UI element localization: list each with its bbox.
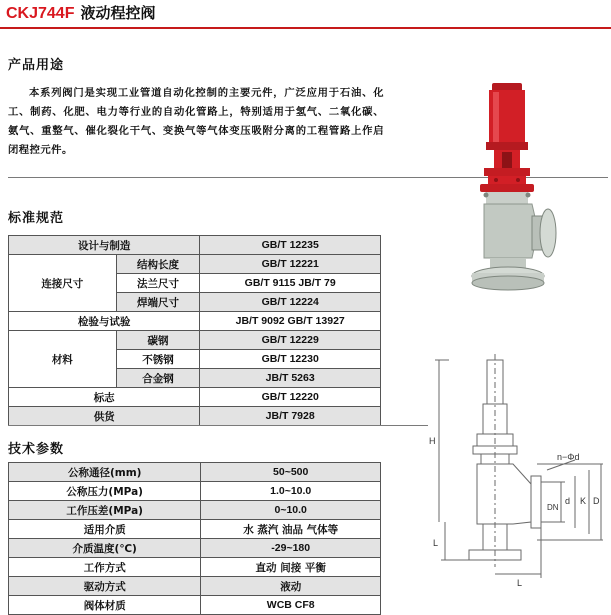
connection-label: 连接尺寸 (9, 255, 117, 312)
page-title (6, 2, 156, 23)
inspection-label: 检验与试验 (9, 312, 200, 331)
connection-sub-value: GB/T 9115 JB/T 79 (200, 274, 381, 293)
marking-label: 标志 (9, 388, 200, 407)
params-section-title: 技术参数 (8, 442, 65, 457)
param-value: 直动 间接 平衡 (201, 558, 381, 577)
table-row (9, 388, 381, 407)
param-label: 阀体材质 (9, 596, 201, 615)
param-value: 液动 (201, 577, 381, 596)
dim-label-h: H (429, 436, 436, 446)
param-label: 驱动方式 (9, 577, 201, 596)
table-row (9, 577, 381, 596)
params-table (8, 462, 381, 615)
connection-sub-value: GB/T 12221 (200, 255, 381, 274)
connection-sub-value: GB/T 12224 (200, 293, 381, 312)
table-row (9, 520, 381, 539)
material-sub-label: 不锈钢 (116, 350, 200, 369)
param-value: 水 蒸汽 油品 气体等 (201, 520, 381, 539)
dim-label-d-big: D (593, 496, 600, 506)
param-value: 50~500 (201, 463, 381, 482)
design-label: 设计与制造 (9, 236, 200, 255)
table-row (9, 596, 381, 615)
param-label: 公称通径(mm) (9, 463, 201, 482)
param-value: 1.0~10.0 (201, 482, 381, 501)
material-sub-label: 碳钢 (116, 331, 200, 350)
table-row (9, 463, 381, 482)
dim-label-n-d: n−Φd (557, 452, 580, 462)
usage-paragraph: 本系列阀门是实现工业管道自动化控制的主要元件，广泛应用于石油、化工、制药、化肥、电力等行业的自动化管路上，特别适用于氢气、二氧化碳、氨气、重整气、催化裂化干气、变换气等气体变压吸附分离的工程管路上作启闭程控元件。 (8, 87, 384, 156)
supply-value: JB/T 7928 (200, 407, 381, 426)
design-value: GB/T 12235 (200, 236, 381, 255)
table-row (9, 255, 381, 274)
connection-sub-label: 焊端尺寸 (116, 293, 200, 312)
material-sub-label: 合金钢 (116, 369, 200, 388)
param-value: -29~180 (201, 539, 381, 558)
dim-label-l: L (433, 538, 439, 548)
dim-label-l-bottom: L (517, 578, 523, 588)
standards-section-title: 标准规范 (8, 211, 65, 226)
dim-label-dn: DN (547, 503, 559, 512)
connection-sub-label: 法兰尺寸 (116, 274, 200, 293)
standards-table (8, 235, 381, 426)
table-row (9, 501, 381, 520)
table-row (9, 312, 381, 331)
param-value: 0~10.0 (201, 501, 381, 520)
table-row (9, 331, 381, 350)
dim-label-k: K (580, 496, 587, 506)
table-row (9, 558, 381, 577)
material-sub-value: GB/T 12229 (200, 331, 381, 350)
param-label: 工作方式 (9, 558, 201, 577)
standards-rule (8, 425, 428, 426)
table-row (9, 236, 381, 255)
header-rule (0, 27, 611, 29)
table-row (9, 482, 381, 501)
material-label: 材料 (9, 331, 117, 388)
inspection-value: JB/T 9092 GB/T 13927 (200, 312, 381, 331)
param-label: 适用介质 (9, 520, 201, 539)
usage-section-title: 产品用途 (8, 58, 65, 73)
supply-label: 供货 (9, 407, 200, 426)
param-value: WCB CF8 (201, 596, 381, 615)
param-label: 公称压力(MPa) (9, 482, 201, 501)
material-sub-value: GB/T 12230 (200, 350, 381, 369)
param-label: 介质温度(℃) (9, 539, 201, 558)
product-name: 液动程控阀 (80, 4, 156, 22)
table-row (9, 407, 381, 426)
connection-sub-label: 结构长度 (116, 255, 200, 274)
usage-text (8, 84, 384, 160)
param-label: 工作压差(MPa) (9, 501, 201, 520)
material-sub-value: JB/T 5263 (200, 369, 381, 388)
valve-technical-drawing (425, 352, 611, 592)
marking-value: GB/T 12220 (200, 388, 381, 407)
table-row (9, 539, 381, 558)
dim-label-d-small: d (565, 496, 571, 506)
model-code: CKJ744F (6, 5, 75, 22)
valve-product-image (440, 80, 580, 295)
